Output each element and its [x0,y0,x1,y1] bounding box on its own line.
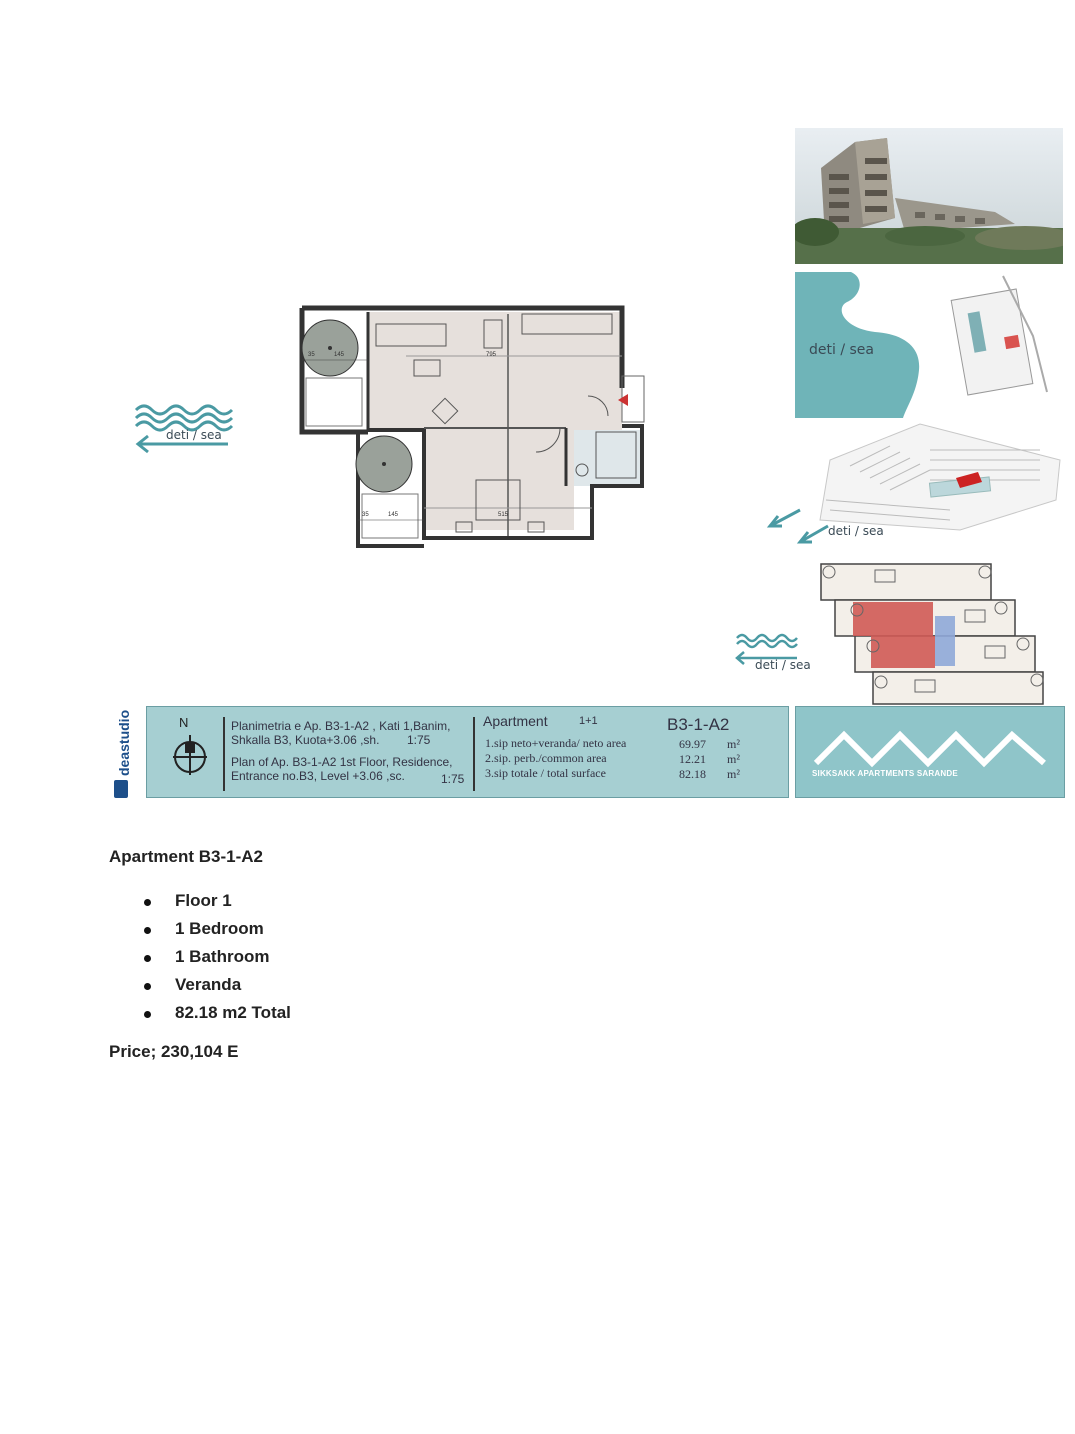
area-row-value: 69.97 [679,737,706,751]
brand-name: deastudio [116,709,132,776]
bullet-icon [144,983,151,990]
apartment-type: 1+1 [579,715,598,727]
description-albanian-line2: Shkalla B3, Kuota+3.06 ,sh. [231,733,380,747]
plan-dimension: 145 [388,512,399,518]
divider [223,717,225,791]
sea-label-left: deti / sea [166,428,222,442]
divider [473,717,475,791]
apartment-label: Apartment [483,713,548,729]
sea-direction-small [733,630,813,674]
description-albanian-line1: Planimetria e Ap. B3-1-A2 , Kati 1,Banim, [231,719,451,733]
area-row-unit: m² [727,767,740,781]
compass-icon [173,733,209,777]
listing-title: Apartment B3-1-A2 [109,847,263,866]
plan-dimension: 515 [498,512,509,518]
bullet-icon [144,955,151,962]
building-render-image [795,128,1063,264]
plan-dimension: 795 [486,352,497,358]
description-english-line1: Plan of Ap. B3-1-A2 1st Floor, Residence, [231,755,453,769]
description-english-line2: Entrance no.B3, Level +3.06 ,sc. [231,769,405,783]
floor-plan [296,300,652,552]
sea-label-small: deti / sea [755,658,811,672]
info-strip [146,706,789,798]
plan-dimension: 145 [334,352,345,358]
project-name: SIKKSAKK APARTMENTS SARANDE [812,769,958,778]
plan-dimension: 35 [308,352,315,358]
listing-price: Price; 230,104 E [109,1042,239,1061]
area-row-unit: m² [727,737,740,751]
bullet-icon [144,927,151,934]
brand-logo [108,700,138,800]
feature-text: 1 Bedroom [175,919,264,938]
bullet-icon [144,899,151,906]
description-english-scale: 1:75 [441,772,465,786]
feature-text: Floor 1 [175,891,232,910]
area-row-value: 82.18 [679,767,706,781]
compass [173,715,209,791]
site-map-image [795,272,1063,418]
bullet-icon [144,1011,151,1018]
area-row-label: 1.sip neto+veranda/ neto area [485,736,627,750]
plan-dimension: 35 [362,512,369,518]
brand-logo-mark [114,780,128,798]
feature-text: Veranda [175,975,242,994]
description-albanian-scale: 1:75 [407,733,431,747]
sea-label-aerial: deti / sea [828,524,884,538]
area-row-unit: m² [727,752,740,766]
area-row-label: 2.sip. perb./common area [485,751,607,765]
aerial-view-image [760,420,1065,560]
zigzag-logo-icon [812,727,1052,771]
project-banner [795,706,1065,798]
compass-north-label: N [179,715,189,730]
area-row-value: 12.21 [679,752,706,766]
feature-text: 82.18 m2 Total [175,1003,291,1022]
area-row-label: 3.sip totale / total surface [485,766,606,780]
feature-text: 1 Bathroom [175,947,270,966]
sea-direction-left [132,400,242,460]
sea-label-map: deti / sea [809,342,874,358]
key-plan-image [815,560,1055,708]
unit-code: B3-1-A2 [667,715,730,734]
